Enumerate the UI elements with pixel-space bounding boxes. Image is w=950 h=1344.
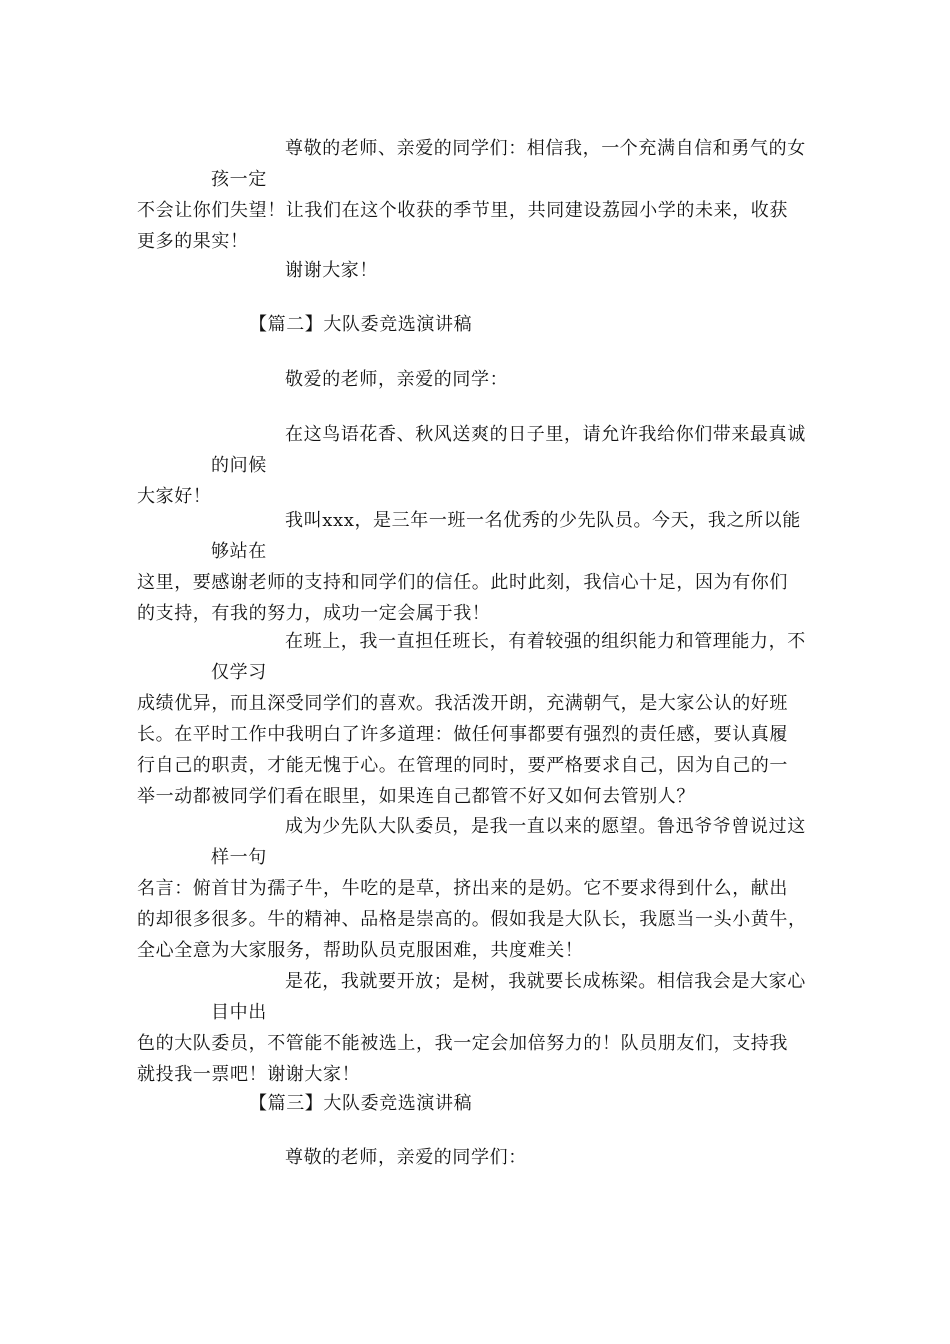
text-line: 在班上，我一直担任班长，有着较强的组织能力和管理能力，不仅学习 [211,631,806,683]
text-line: 不会让你们失望！让我们在这个收获的季节里，共同建设荔园小学的未来，收获 [137,200,788,221]
text-line: 长。在平时工作中我明白了许多道理：做任何事都要有强烈的责任感，要认真履 [137,724,788,745]
text-line: 举一动都被同学们看在眼里，如果连自己都管不好又如何去管别人？ [137,786,695,807]
text-line: 色的大队委员，不管能不能被选上，我一定会加倍努力的！队员朋友们，支持我 [137,1033,788,1054]
text-line: 全心全意为大家服务，帮助队员克服困难，共度难关！ [137,940,584,961]
text-line: 是花，我就要开放；是树，我就要长成栋梁。相信我会是大家心目中出 [211,971,806,1023]
text-line: 的支持，有我的努力，成功一定会属于我！ [137,603,491,624]
text-line: 成为少先队大队委员，是我一直以来的愿望。鲁迅爷爷曾说过这样一句 [211,816,806,868]
heading-text: 【篇三】大队委竞选演讲稿 [249,1093,473,1114]
text-line: 的却很多很多。牛的精神、品格是崇高的。假如我是大队长，我愿当一头小黄牛， [137,909,807,930]
paragraph-class-monitor [137,626,817,812]
text-line: 谢谢大家！ [285,260,378,281]
text-line: 尊敬的老师、亲爱的同学们：相信我，一个充满自信和勇气的女孩一定 [211,138,806,190]
text-line: 我叫xxx，是三年一班一名优秀的少先队员。今天，我之所以能够站在 [211,510,801,562]
paragraph-conclusion [137,966,817,1090]
text-line: 在这鸟语花香、秋风送爽的日子里，请允许我给你们带来最真诚的问候 [211,424,806,476]
text-line: 尊敬的老师，亲爱的同学们： [285,1147,527,1168]
text-line: 大家好！ [137,486,212,507]
paragraph-aspiration [137,811,817,966]
paragraph-opening [137,419,817,512]
heading-text: 【篇二】大队委竞选演讲稿 [249,314,473,335]
text-line: 就投我一票吧！谢谢大家！ [137,1064,361,1085]
text-line: 名言：俯首甘为孺子牛，牛吃的是草，挤出来的是奶。它不要求得到什么，献出 [137,878,788,899]
section-heading-part-three [137,1088,817,1119]
paragraph-greeting-part-three [137,1142,817,1173]
text-line: 敬爱的老师，亲爱的同学： [285,369,509,390]
paragraph-introduction [137,505,817,629]
paragraph-greeting [137,364,817,395]
section-heading-part-two [137,309,817,340]
paragraph-closing-appeal [137,133,817,257]
text-line: 这里，要感谢老师的支持和同学们的信任。此时此刻，我信心十足，因为有你们 [137,572,788,593]
text-line: 行自己的职责，才能无愧于心。在管理的同时，要严格要求自己，因为自己的一 [137,755,788,776]
text-line: 更多的果实！ [137,231,249,252]
text-line: 成绩优异，而且深受同学们的喜欢。我活泼开朗，充满朝气，是大家公认的好班 [137,693,788,714]
paragraph-thanks [137,255,817,286]
